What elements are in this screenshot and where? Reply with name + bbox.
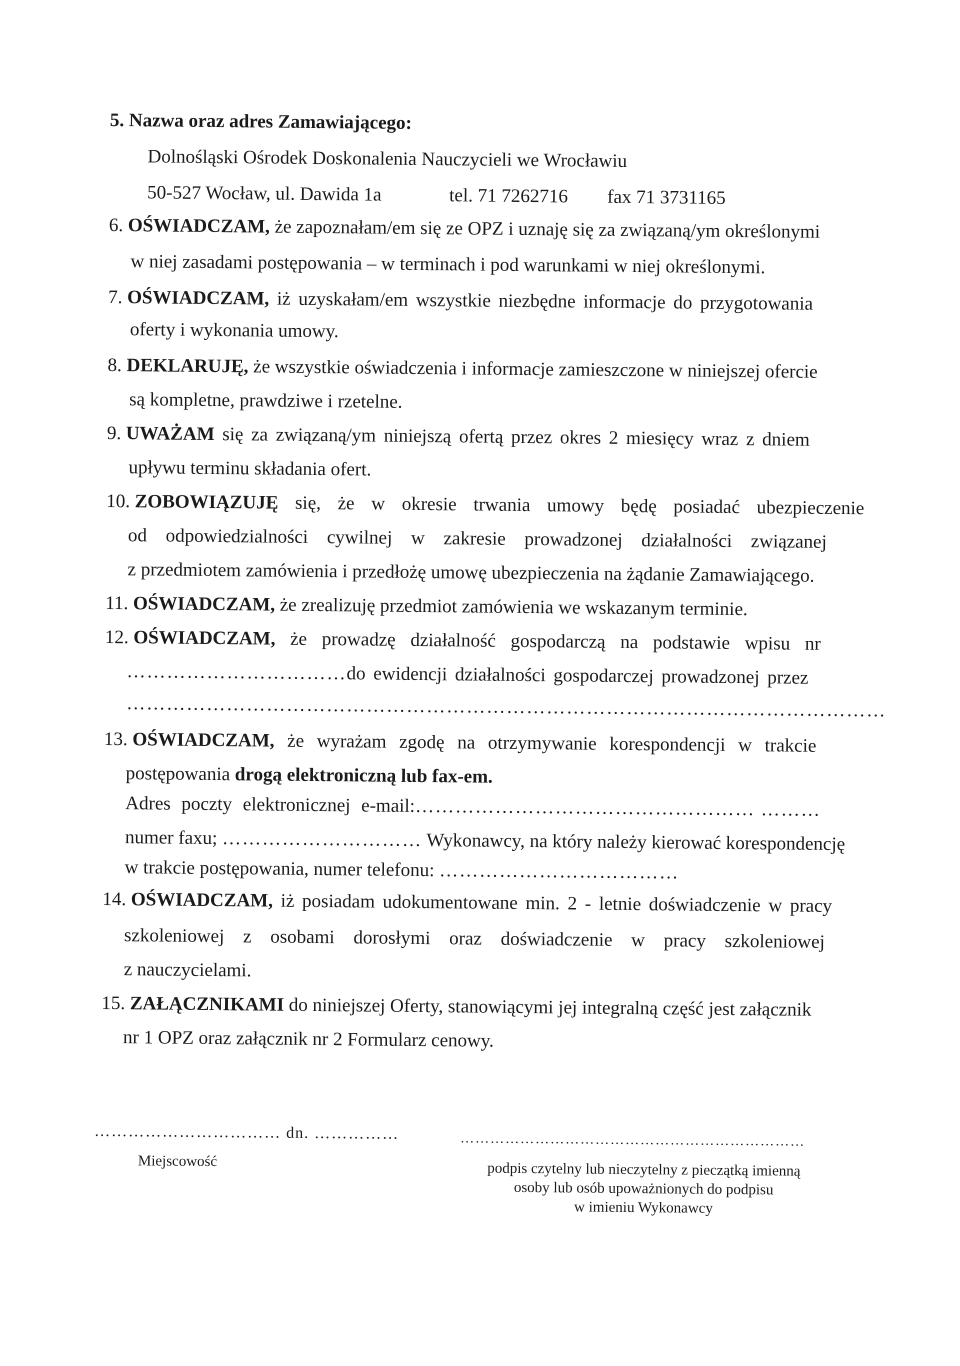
item13-text2: postępowania	[125, 763, 235, 786]
registry-number-field[interactable]: ……………………………	[126, 661, 347, 685]
item15-text: do niniejszej Oferty, stanowiącymi jej integralną część jest załącznik	[283, 994, 812, 1021]
item12-line1	[105, 626, 821, 657]
item-number: 14.	[102, 888, 127, 911]
item12-text: że prowadzę działalność gospodarczą na podstawie wpisu nr	[275, 628, 821, 655]
item9-line2: upływu terminu składania ofert.	[128, 457, 372, 481]
item8-text: że wszystkie oświadczenia i informacje zamieszczone w niniejszej ofercie	[248, 356, 818, 383]
item13-line1	[104, 728, 817, 759]
phone-label: w trakcie postępowania, numer telefonu:	[124, 857, 435, 882]
item6-line2: w niej zasadami postępowania – w terminach i pod warunkami w niej określonymi.	[130, 251, 766, 279]
item6-line1	[109, 214, 820, 245]
item14-line3: z nauczycielami.	[123, 959, 252, 982]
item10-heading: ZOBOWIĄZUJĘ	[134, 491, 279, 514]
place-date-dots: …………………………… dn. ……………	[94, 1122, 400, 1143]
item8-heading: DEKLARUJĘ,	[126, 355, 249, 378]
signature-caption-line2: osoby lub osób upoważnionych do podpisu	[513, 1179, 774, 1199]
item9-heading: UWAŻAM	[125, 423, 215, 446]
item11-text: że zrealizuję przedmiot zamówienia we wskazanym terminie.	[274, 594, 748, 621]
place-label: Miejscowość	[137, 1153, 218, 1171]
phone-field[interactable]: ………………………………	[439, 860, 680, 884]
phone-row	[125, 856, 680, 885]
signature-caption-line1: podpis czytelny lub nieczytelny z pieczątką imienną	[487, 1160, 801, 1180]
item10-line2: od odpowiedzialności cywilnej w zakresie prowadzonej działalności związanej	[127, 525, 827, 553]
item5-contact	[147, 181, 787, 211]
item-number: 7.	[108, 286, 123, 309]
signature-caption-line3: w imieniu Wykonawcy	[574, 1199, 713, 1217]
item10-text: się, że w okresie trwania umowy będę posiadać ubezpieczenie	[278, 492, 865, 520]
item13-line2	[126, 762, 493, 790]
item11-line1	[105, 592, 748, 622]
item-number: 9.	[106, 422, 122, 445]
item7-line1	[108, 286, 834, 317]
item-number: 8.	[107, 354, 122, 377]
fax-text: Wykonawcy, na który należy kierować korespondencję	[421, 830, 846, 856]
item10-line3: z przedmiotem zamówienia i przedłożę umowę ubezpieczenia na żądanie Zamawiającego.	[127, 559, 815, 587]
item-number: 5.	[109, 110, 125, 132]
item7-text: iż uzyskałam/em wszystkie niezbędne informacje do przygotowania	[269, 288, 814, 315]
item-number: 10.	[106, 490, 131, 513]
item6-text: że zapoznałam/em się ze OPZ i uznaję się za związaną/ym określonymi	[269, 216, 821, 243]
item12-line3	[126, 692, 886, 723]
item12-heading: OŚWIADCZAM,	[133, 627, 276, 650]
item9-line1	[107, 422, 810, 453]
item14-line1	[102, 888, 832, 919]
item13-text: że wyrażam zgodę na otrzymywanie korespondencji w trakcie	[274, 730, 817, 757]
item5-address: 50-527 Wocław, ul. Dawida 1a	[147, 182, 382, 206]
item15-heading: ZAŁĄCZNIKAMI	[129, 993, 285, 1016]
item-number: 13.	[103, 728, 128, 751]
item13-bold: drogą elektroniczną lub fax-em.	[234, 764, 493, 788]
item8-line1	[107, 354, 817, 385]
item12-text2: do ewidencji działalności gospodarczej prowadzonej przez	[346, 663, 809, 689]
item5-heading	[110, 109, 412, 136]
item6-heading: OŚWIADCZAM,	[127, 215, 270, 238]
item11-heading: OŚWIADCZAM,	[132, 593, 276, 616]
item-number: 11.	[105, 592, 129, 615]
fax-field[interactable]: …………………………	[221, 828, 423, 852]
item7-line2: oferty i wykonania umowy.	[129, 319, 339, 343]
item5-fax: fax 71 3731165	[607, 186, 726, 209]
item15-line1	[101, 992, 811, 1023]
item5-title: Nazwa oraz adres Zamawiającego:	[128, 110, 412, 134]
item7-heading: OŚWIADCZAM,	[127, 287, 270, 310]
item-number: 6.	[108, 214, 124, 237]
item15-line2: nr 1 OPZ oraz załącznik nr 2 Formularz cenowy.	[122, 1027, 494, 1052]
item14-text: iż posiadam udokumentowane min. 2 - letnie doświadczenie w pracy	[272, 890, 833, 917]
item14-heading: OŚWIADCZAM,	[130, 889, 273, 912]
item5-tel: tel. 71 7262716	[449, 185, 569, 208]
signature-caption	[459, 1159, 828, 1220]
item10-line1	[106, 490, 864, 521]
email-row	[125, 792, 821, 823]
signature-dots: ……………………………………………………………	[460, 1131, 806, 1150]
item14-line2: szkoleniowej z osobami dorosłymi oraz doświadczenie w pracy szkoleniowej	[123, 925, 825, 953]
signature-field[interactable]	[460, 1127, 805, 1154]
place-date-field[interactable]	[94, 1120, 399, 1147]
registry-authority-field[interactable]: ……………………………………………………………………………………………………	[126, 693, 887, 722]
fax-row	[125, 826, 845, 857]
item-number: 15.	[101, 992, 126, 1015]
item-number: 12.	[104, 626, 129, 649]
item13-heading: OŚWIADCZAM,	[132, 729, 275, 752]
item5-name: Dolnośląski Ośrodek Doskonalenia Nauczycieli we Wrocławiu	[147, 146, 628, 172]
fax-label: numer faxu;	[124, 827, 218, 850]
item9-text: się za związaną/ym niniejszą ofertą przez okres 2 miesięcy wraz z dniem	[214, 424, 810, 451]
item12-line2	[126, 660, 808, 691]
item8-line2: są kompletne, prawdziwe i rzetelne.	[129, 389, 403, 413]
email-field[interactable]: …………………………………………… ………	[414, 795, 821, 821]
email-label: Adres poczty elektronicznej e-mail:	[125, 793, 416, 817]
